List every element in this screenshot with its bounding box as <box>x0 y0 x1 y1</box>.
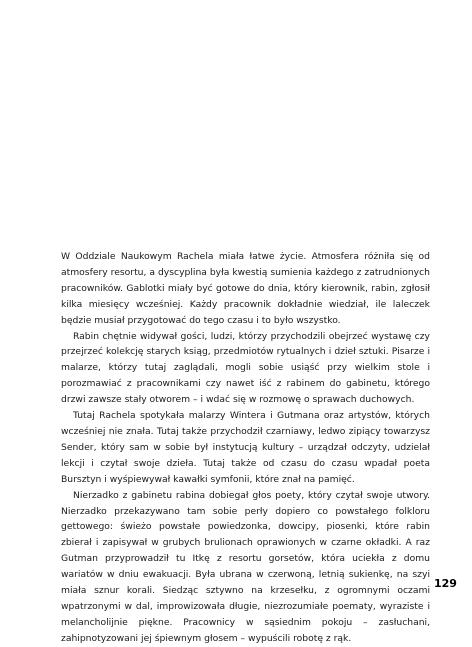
page-number: 129 <box>434 577 457 590</box>
paragraph-2: Rabin chętnie widywał gości, ludzi, którzy przychodzili obejrzeć wystawę czy przejrzeć kolekcję starych ksiąg, przedmiotów rytualnych i dzieł sztuki. Pisarze i malarze, którzy tutaj zaglądali, mogli sobie usiąść przy wielkim stole i porozmawiać z pracownikami czy nawet iść z rabinem do gabinetu, którego drzwi zawsze stały otworem – i wdać się w rozmowę o sprawach duchowych. <box>61 330 430 406</box>
body-text <box>61 249 430 647</box>
paragraph-4: Nierzadko z gabinetu rabina dobiegał głos poety, który czytał swoje utwory. Nierzadko przekazywano tam sobie perły dopiero co powstałego folkloru gettowego: świeżo powstałe powiedzonka, dowcipy, piosenki, które rabin zbierał i zapisywał w grubych brulionach oprawionych w czarne okładki. A raz Gutman przyprowadził tu Itkę z resortu gorsetów, która uciekła z domu wariatów w dniu ewakuacji. Była ubrana w czerwoną, letnią sukienkę, na szyi miała sznur korali. Siedząc sztywno na krzesełku, z ogromnymi oczami wpatrzonymi w dal, improwizowała długie, niezrozumiałe poematy, wyraziste i melancholijnie piękne. Pracownicy w sąsiednim pokoju – zasłuchani, zahipnotyzowani jej śpiewnym głosem – wypuścili robotę z rąk. <box>61 489 430 644</box>
paragraph-1: W Oddziale Naukowym Rachela miała łatwe życie. Atmosfera różniła się od atmosfery resortu, a dyscyplina była kwestią sumienia każdego z zatrudnionych pracowników. Gablotki miały być gotowe do dnia, który kierownik, rabin, zgłosił kilka miesięcy wcześniej. Każdy pracownik dokładnie wiedział, ile laleczek będzie musiał przygotować do tego czasu i to było wszystko. <box>61 251 430 326</box>
paragraph-3: Tutaj Rachela spotykała malarzy Wintera i Gutmana oraz artystów, których wcześniej nie znała. Tutaj także przychodził czarniawy, ledwo zipiący towarzysz Sender, który sam w sobie był instytucją kultury – urządzał odczyty, udzielał lekcji i czytał swoje dzieła. Tutaj także od czasu do czasu wpadał poeta Bursztyn i wyśpiewywał kawałki symfonii, które znał na pamięć. <box>61 410 430 485</box>
